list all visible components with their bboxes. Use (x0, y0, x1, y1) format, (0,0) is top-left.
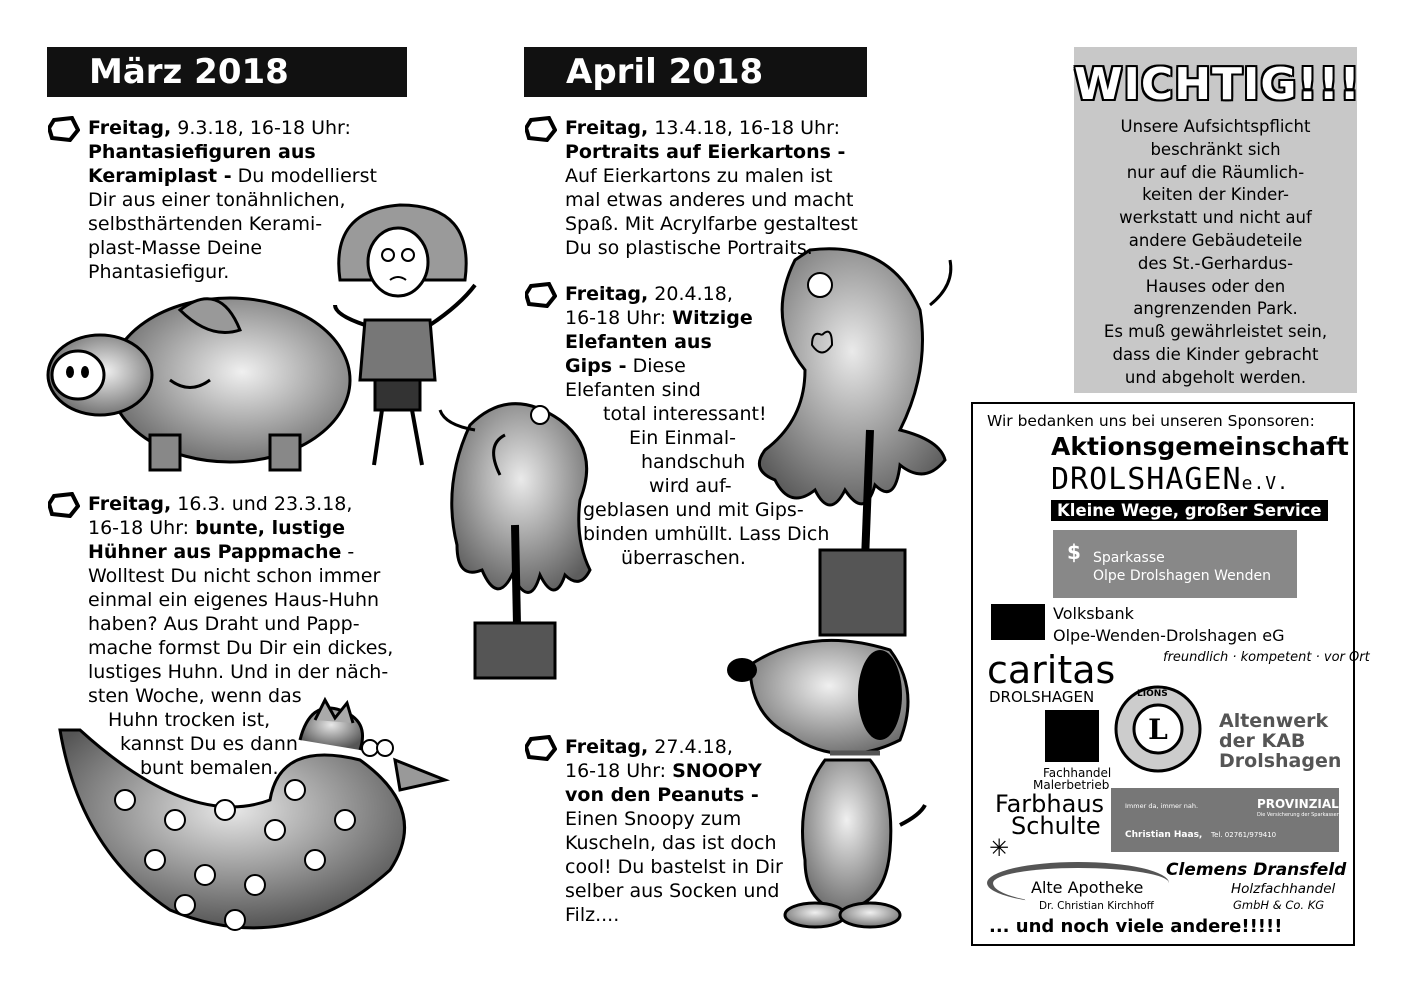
volksbank-name: Volksbank (1053, 604, 1134, 623)
provinzial-person: Christian Haas, (1125, 830, 1203, 840)
event-line: Filz.... (565, 904, 620, 926)
apotheke-icon: ✳ (989, 834, 1010, 862)
event-line: Ein Einmal- (629, 427, 736, 449)
sponsors-box (971, 402, 1370, 946)
notice-line: beschränkt sich (1150, 139, 1281, 159)
event-line: selbsthärtenden Kerami- (88, 213, 323, 235)
event-line: Phantasiefigur. (88, 261, 230, 283)
event-line: total interessant! (603, 403, 767, 425)
notice-line: andere Gebäudeteile (1128, 230, 1303, 250)
farbhaus-big1: Farbhaus (995, 790, 1105, 818)
apotheke-owner: Dr. Christian Kirchhoff (1039, 900, 1154, 912)
apotheke-name: Alte Apotheke (1031, 878, 1144, 897)
bullet-icon (525, 116, 557, 142)
event-line: Auf Eierkartons zu malen ist (565, 165, 833, 187)
dransfeld-name: Clemens Dransfeld (1166, 860, 1347, 880)
provinzial-tagline: Immer da, immer nah. (1125, 802, 1199, 810)
caritas-sub: DROLSHAGEN (989, 688, 1095, 706)
aktion-drolshagen: DROLSHAGENe.V. (1051, 462, 1289, 497)
event-line: Wolltest Du nicht schon immer (88, 565, 381, 587)
bullet-icon (48, 116, 80, 142)
notice-line: nur auf die Räumlich- (1126, 162, 1305, 182)
notice-line: Unsere Aufsichtspflicht (1120, 117, 1311, 136)
event-line: Freitag, 27.4.18, (565, 736, 733, 758)
event-line: Elefanten sind (565, 379, 701, 401)
notice-line: Hauses oder den (1145, 276, 1286, 296)
event-line: mache formst Du Dir ein dickes, (88, 637, 394, 659)
event-line: Spaß. Mit Acrylfarbe gestaltest (565, 213, 858, 235)
farbhaus-small1: Fachhandel (1043, 766, 1112, 780)
aktion-title: Aktionsgemeinschaft (1051, 432, 1349, 461)
event-april-2-text (565, 282, 829, 570)
event-line: binden umhüllt. Lass Dich (583, 523, 830, 545)
event-april-1-text (565, 116, 858, 260)
event-line: haben? Aus Draht und Papp- (88, 613, 360, 635)
event-line: überraschen. (621, 547, 746, 569)
event-line: Gips - Diese (565, 355, 686, 377)
altenwerk-line3: Drolshagen (1219, 750, 1342, 772)
event-line: 16-18 Uhr: bunte, lustige (88, 517, 346, 539)
event-line: Dir aus einer tonähnlichen, (88, 189, 346, 211)
notice-line: keiten der Kinder- (1142, 185, 1289, 205)
bullet-icon (525, 282, 557, 308)
event-line: sten Woche, wenn das (88, 685, 302, 707)
event-line: 16-18 Uhr: SNOOPY (565, 760, 762, 782)
notice-line: Es muß gewährleistet sein, (1103, 322, 1328, 342)
event-line: selber aus Socken und (565, 880, 780, 902)
event-line: kannst Du es dann (120, 733, 298, 755)
event-line: plast-Masse Deine (88, 237, 263, 259)
event-line: geblasen und mit Gips- (583, 499, 804, 521)
notice-line: dass die Kinder gebracht (1112, 344, 1319, 364)
volksbank-icon (991, 604, 1045, 640)
provinzial-name: PROVINZIAL (1257, 797, 1339, 811)
april-header: April 2018 (524, 47, 867, 97)
farbhaus-big2: Schulte (1011, 812, 1101, 840)
svg-text:L: L (1148, 713, 1168, 746)
volksbank-slogan: freundlich · kompetent · vor Ort (1163, 650, 1370, 665)
sparkasse-sub: Olpe Drolshagen Wenden (1093, 568, 1271, 584)
event-line: Einen Snoopy zum (565, 808, 742, 830)
event-line: von den Peanuts - (565, 784, 759, 806)
provinzial-sub: Die Versicherung der Sparkassen (1257, 812, 1340, 818)
caritas-logo: caritas (987, 648, 1116, 692)
event-line: Freitag, 9.3.18, 16-18 Uhr: (88, 117, 351, 139)
provinzial-phone: Tel. 02761/979410 (1211, 831, 1277, 839)
provinzial-logo (1111, 788, 1339, 852)
bullet-icon (525, 735, 557, 761)
event-line: Hühner aus Pappmache - (88, 541, 355, 563)
event-line: Freitag, 13.4.18, 16-18 Uhr: (565, 117, 840, 139)
notice-line: werkstatt und nicht auf (1119, 208, 1312, 228)
sponsors-footer: ... und noch viele andere!!!!! (989, 916, 1283, 937)
event-line: Elefanten aus (565, 331, 712, 353)
event-line: 16-18 Uhr: Witzige (565, 307, 753, 329)
volksbank-region: Olpe-Wenden-Drolshagen eG (1053, 626, 1285, 645)
lions-label: LIONS (1137, 689, 1168, 699)
event-line: bunt bemalen. (140, 757, 279, 779)
event-line: Kuscheln, das ist doch (565, 832, 777, 854)
event-line: handschuh (641, 451, 746, 473)
notice-text (1074, 116, 1357, 390)
event-line: Phantasiefiguren aus (88, 141, 316, 163)
event-line: cool! Du bastelst in Dir (565, 856, 783, 878)
farbhaus-small2: Malerbetrieb (1033, 778, 1110, 792)
sparkasse-name: Sparkasse (1093, 550, 1165, 566)
event-line: Du so plastische Portraits. (565, 237, 813, 259)
event-april-3-text (565, 735, 783, 927)
altenwerk-line1: Altenwerk (1219, 710, 1329, 732)
event-line: Freitag, 16.3. und 23.3.18, (88, 493, 353, 515)
altenwerk-line2: der KAB (1219, 730, 1306, 752)
bullet-icon (48, 492, 80, 518)
house-icon (1045, 710, 1099, 762)
event-line: einmal ein eigenes Haus-Huhn (88, 589, 380, 611)
sparkasse-icon: $ (1067, 540, 1081, 564)
event-line: Keramiplast - Du modellierst (88, 165, 377, 187)
event-line: Portraits auf Eierkartons - (565, 141, 846, 163)
sponsors-thanks: Wir bedanken uns bei unseren Sponsoren: (987, 412, 1315, 430)
dransfeld-sub1: Holzfachhandel (1231, 881, 1336, 897)
notice-line: des St.-Gerhardus- (1137, 253, 1294, 273)
event-line: Freitag, 20.4.18, (565, 283, 733, 305)
notice-line: und abgeholt werden. (1124, 367, 1307, 387)
event-line: Huhn trocken ist, (108, 709, 271, 731)
sparkasse-logo (1053, 530, 1297, 598)
aktion-slogan: Kleine Wege, großer Service (1051, 500, 1328, 521)
event-line: wird auf- (649, 475, 732, 497)
notice-line: angrenzenden Park. (1133, 299, 1298, 319)
event-maerz-1-text (88, 116, 377, 284)
march-header: März 2018 (47, 47, 407, 97)
event-line: mal etwas anderes und macht (565, 189, 854, 211)
notice-title: WICHTIG!!! (1074, 59, 1361, 110)
dransfeld-sub2: GmbH & Co. KG (1233, 898, 1325, 912)
event-line: lustiges Huhn. Und in der näch- (88, 661, 389, 683)
event-maerz-2-text (88, 492, 393, 780)
notice-box (1074, 47, 1361, 393)
